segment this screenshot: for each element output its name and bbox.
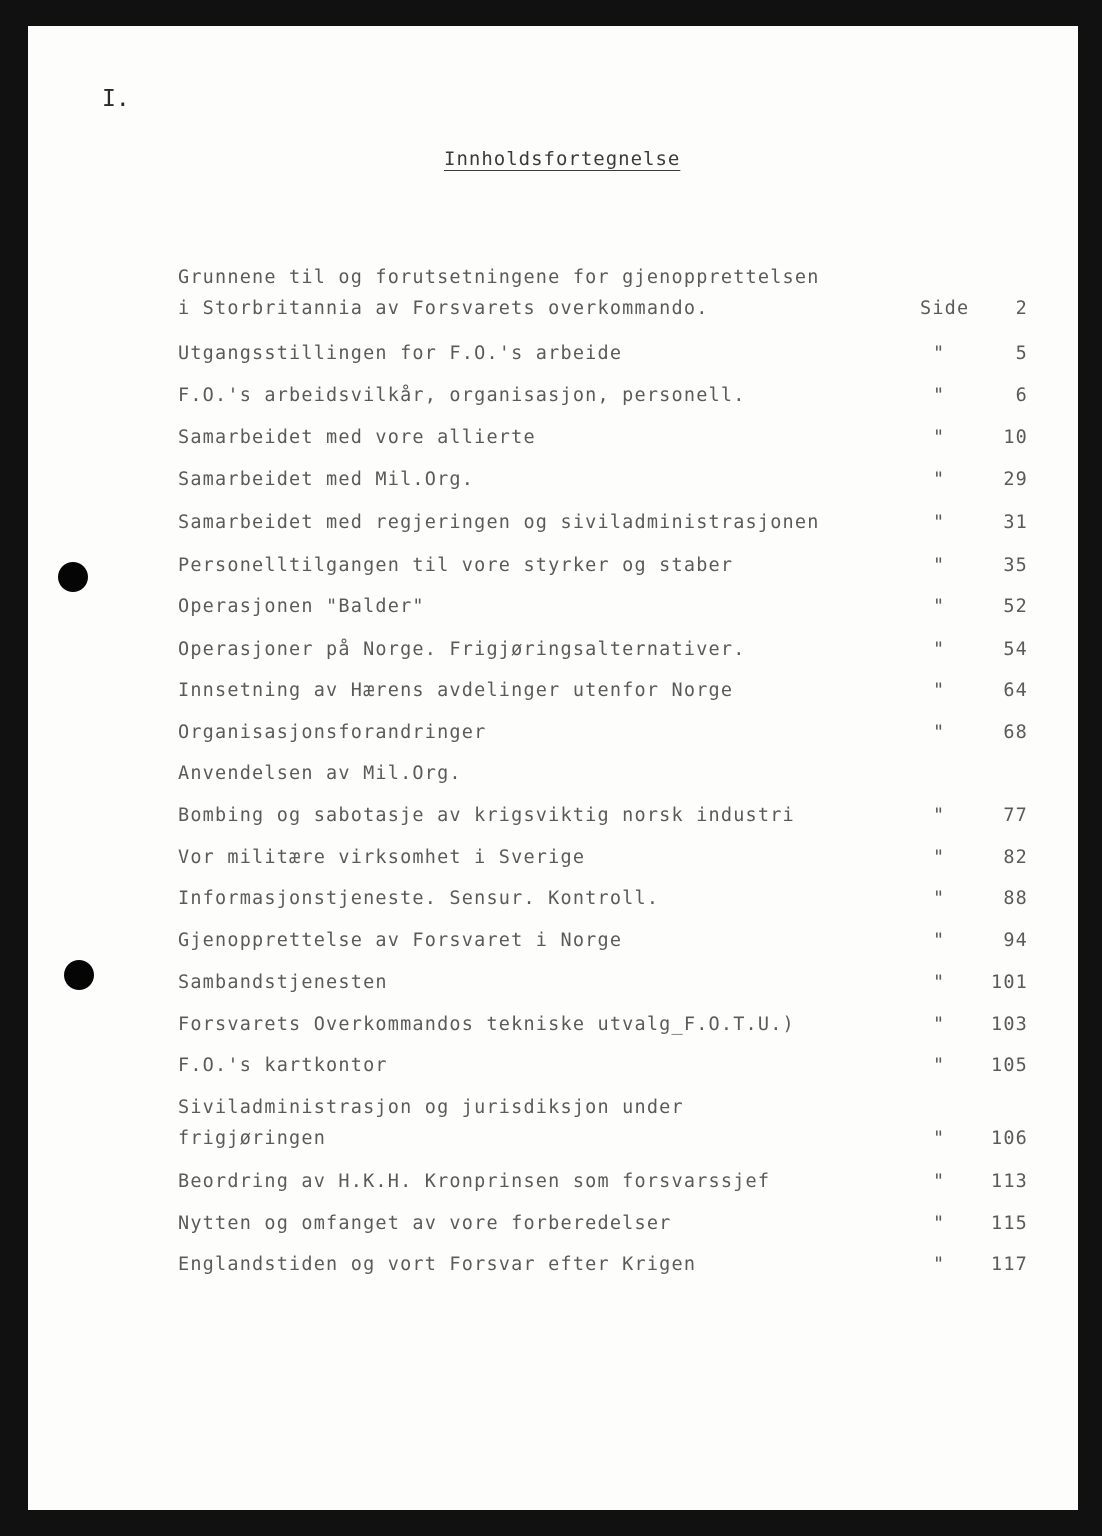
toc-entry-page: 77: [1003, 805, 1028, 826]
toc-entry-ditto: ": [933, 722, 946, 743]
toc-entry: [178, 427, 1028, 459]
toc-entry-title: Anvendelsen av Mil.Org.: [178, 763, 462, 784]
toc-entry-ditto: ": [933, 1254, 946, 1275]
toc-entry-ditto: ": [933, 888, 946, 909]
toc-entry-page: 82: [1003, 847, 1028, 868]
toc-entry: [178, 930, 1028, 962]
toc-entry-page: 94: [1003, 930, 1028, 951]
toc-entry-title: Personelltilgangen til vore styrker og staber: [178, 555, 734, 576]
punch-hole-top: [58, 562, 88, 592]
toc-entry-page: 54: [1003, 639, 1028, 660]
toc-entry-page: 103: [990, 1014, 1028, 1035]
toc-entry-ditto: ": [933, 1055, 946, 1076]
toc-entry: [178, 1097, 1028, 1149]
toc-entry-page: 106: [990, 1128, 1028, 1149]
toc-entry-title: Samarbeidet med Mil.Org.: [178, 469, 475, 490]
toc-entry-page: 35: [1003, 555, 1028, 576]
toc-entry: [178, 805, 1028, 837]
toc-entry-title: Vor militære virksomhet i Sverige: [178, 847, 586, 868]
toc-entry-title: Englandstiden og vort Forsvar efter Krigen: [178, 1254, 697, 1275]
toc-entry-ditto: ": [933, 555, 946, 576]
toc-entry: [178, 972, 1028, 1004]
toc-entry-title: Utgangsstillingen for F.O.'s arbeide: [178, 343, 623, 364]
toc-entry-ditto: ": [933, 930, 946, 951]
toc-entry: [178, 1213, 1028, 1245]
toc-entry-title: Siviladministrasjon og jurisdiksjon under: [178, 1097, 684, 1118]
toc-entry: [178, 267, 1028, 319]
toc-entry-page: 29: [1003, 469, 1028, 490]
toc-entry-title-continued: frigjøringen: [178, 1128, 327, 1149]
toc-entry-ditto: ": [933, 1128, 946, 1149]
toc-entry-ditto: ": [933, 1213, 946, 1234]
toc-entry: [178, 512, 1028, 544]
toc-entry-title: F.O.'s kartkontor: [178, 1055, 388, 1076]
page-title: Innholdsfortegnelse: [444, 148, 681, 170]
toc-entry-title: Organisasjonsforandringer: [178, 722, 487, 743]
toc-entry-page: 88: [1003, 888, 1028, 909]
toc-entry-page: 64: [1003, 680, 1028, 701]
toc-entry: [178, 639, 1028, 671]
toc-entry-ditto: ": [933, 680, 946, 701]
toc-entry-ditto: ": [933, 1014, 946, 1035]
toc-entry-ditto: ": [933, 639, 946, 660]
toc-entry-ditto: ": [933, 805, 946, 826]
toc-entry-page: 6: [1015, 385, 1028, 406]
toc-entry-title: F.O.'s arbeidsvilkår, organisasjon, personell.: [178, 385, 746, 406]
toc-entry: [178, 1254, 1028, 1286]
toc-entry-page: 115: [990, 1213, 1028, 1234]
page-number: I.: [102, 86, 130, 112]
toc-entry: [178, 555, 1028, 587]
toc-entry-page: 10: [1003, 427, 1028, 448]
toc-entry-title: Beordring av H.K.H. Kronprinsen som forsvarssjef: [178, 1171, 771, 1192]
toc-entry-title: Samarbeidet med regjeringen og siviladministrasjonen: [178, 512, 820, 533]
toc-entry-page: 113: [990, 1171, 1028, 1192]
toc-entry: [178, 847, 1028, 879]
toc-entry-ditto: ": [933, 847, 946, 868]
toc-entry: [178, 1055, 1028, 1087]
toc-entry-ditto: ": [933, 1171, 946, 1192]
toc-entry-title: Forsvarets Overkommandos tekniske utvalg_F.O.T.U.): [178, 1014, 795, 1035]
toc-entry-title: Operasjoner på Norge. Frigjøringsalternativer.: [178, 639, 746, 660]
punch-hole-bottom: [64, 960, 94, 990]
toc-entry-title: Bombing og sabotasje av krigsviktig norsk industri: [178, 805, 795, 826]
toc-entry: [178, 763, 1028, 795]
toc-entry: [178, 1014, 1028, 1046]
toc-entry-page: 31: [1003, 512, 1028, 533]
toc-entry: [178, 680, 1028, 712]
toc-entry-ditto: ": [933, 972, 946, 993]
toc-entry-ditto: ": [933, 385, 946, 406]
toc-entry-page: 68: [1003, 722, 1028, 743]
toc-entry-title: Operasjonen "Balder": [178, 596, 425, 617]
toc-entry-page: 105: [990, 1055, 1028, 1076]
toc-entry-page: 5: [1015, 343, 1028, 364]
toc-entry-title: Informasjonstjeneste. Sensur. Kontroll.: [178, 888, 660, 909]
toc-entry-ditto: ": [933, 512, 946, 533]
toc-entry: [178, 343, 1028, 375]
toc-entry-ditto: ": [933, 469, 946, 490]
toc-entry-ditto: ": [933, 427, 946, 448]
toc-entry: [178, 469, 1028, 501]
toc-entry-page: 101: [990, 972, 1028, 993]
toc-entry-ditto: ": [933, 343, 946, 364]
toc-entry-title: Samarbeidet med vore allierte: [178, 427, 536, 448]
toc-entry-title-continued: i Storbritannia av Forsvarets overkommando.: [178, 298, 709, 319]
toc-entry-title: Nytten og omfanget av vore forberedelser: [178, 1213, 672, 1234]
toc-entry-page: 2: [1015, 298, 1028, 319]
toc-entry: [178, 722, 1028, 754]
toc-entry: [178, 385, 1028, 417]
toc-entry-title: Gjenopprettelse av Forsvaret i Norge: [178, 930, 623, 951]
toc-entry-ditto: Side: [920, 298, 970, 319]
toc-entry-title: Innsetning av Hærens avdelinger utenfor Norge: [178, 680, 734, 701]
toc-entry: [178, 1171, 1028, 1203]
toc-entry-title: Sambandstjenesten: [178, 972, 388, 993]
toc-entry-ditto: ": [933, 596, 946, 617]
toc-entry-page: 52: [1003, 596, 1028, 617]
toc-entry-title: Grunnene til og forutsetningene for gjenopprettelsen: [178, 267, 820, 288]
toc-entry: [178, 888, 1028, 920]
document-page: [28, 26, 1078, 1510]
toc-entry-page: 117: [990, 1254, 1028, 1275]
toc-entry: [178, 596, 1028, 628]
